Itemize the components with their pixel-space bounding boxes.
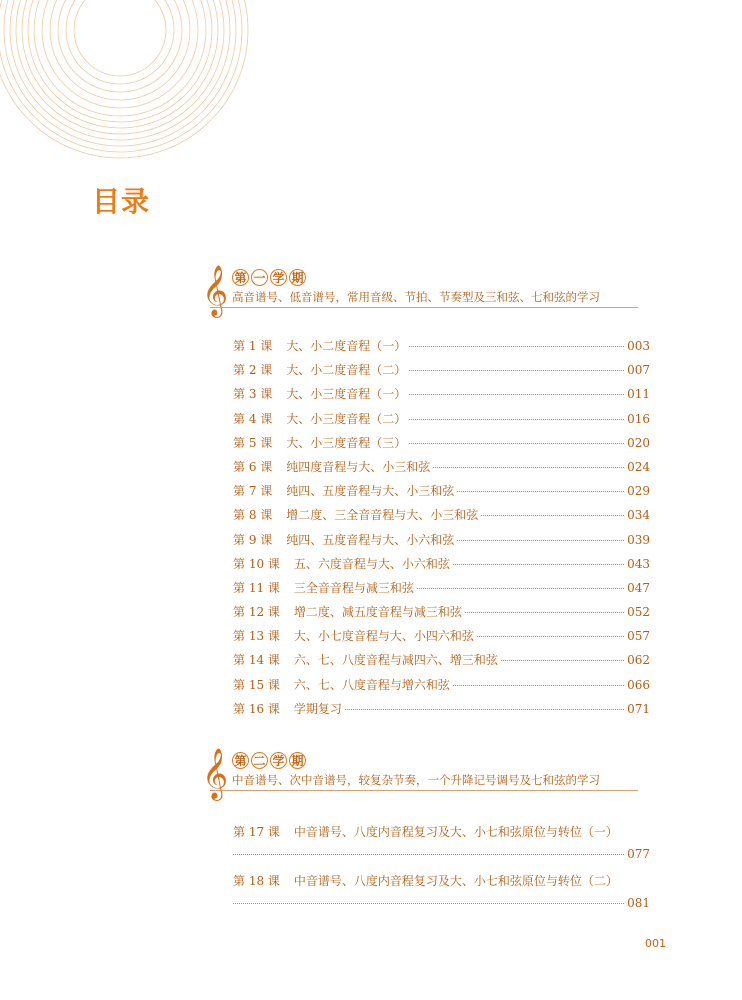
dot-leader	[409, 443, 624, 444]
toc-entry[interactable]	[233, 603, 650, 627]
page-ref: 011	[627, 387, 650, 402]
lesson-title: 五、六度音程与大、小六和弦	[293, 556, 450, 571]
toc-entry[interactable]	[233, 700, 650, 724]
page-ref: 081	[627, 896, 650, 910]
decorative-circles	[0, 0, 260, 170]
page-ref: 077	[627, 847, 650, 861]
lesson-number: 第 5 课	[233, 435, 273, 450]
lesson-number: 第 4 课	[233, 411, 273, 426]
toc-entry[interactable]	[233, 410, 650, 434]
toc-entry[interactable]	[233, 337, 650, 361]
page-ref: 016	[627, 411, 650, 426]
lesson-number: 第 6 课	[233, 459, 273, 474]
toc-entry[interactable]	[233, 872, 650, 921]
lesson-title: 纯四度音程与大、小三和弦	[286, 459, 431, 474]
page-ref: 020	[627, 435, 650, 450]
dot-leader	[233, 903, 624, 904]
toc-entry[interactable]	[233, 458, 650, 482]
lesson-number: 第 1 课	[233, 339, 273, 353]
page-ref: 024	[627, 459, 650, 474]
lesson-title: 六、七、八度音程与增六和弦	[293, 677, 450, 692]
lesson-number: 第 10 课	[233, 556, 280, 571]
lesson-title: 大、小三度音程（三）	[286, 435, 407, 450]
lesson-number: 第 8 课	[233, 508, 273, 523]
treble-clef-icon: 𝄞	[202, 748, 229, 799]
treble-clef-icon: 𝄞	[202, 265, 229, 316]
dot-leader	[433, 467, 624, 468]
lesson-title: 大、小二度音程（一）	[286, 339, 407, 353]
toc-entry[interactable]	[233, 676, 650, 700]
divider	[210, 307, 638, 308]
lesson-number: 第 17 课	[233, 825, 280, 839]
page-ref: 029	[627, 484, 650, 499]
dot-leader	[417, 588, 624, 589]
dot-leader	[409, 370, 624, 371]
lesson-title: 大、小三度音程（一）	[286, 387, 407, 402]
lesson-title: 大、小二度音程（二）	[286, 363, 407, 378]
lesson-number: 第 12 课	[233, 605, 280, 620]
dot-leader	[481, 515, 624, 516]
page-title: 目录	[92, 185, 151, 218]
toc-entry[interactable]	[233, 434, 650, 458]
dot-leader	[409, 394, 624, 395]
toc-entry[interactable]	[233, 555, 650, 579]
dot-leader	[409, 346, 624, 347]
semester-1-lesson-list	[233, 337, 650, 724]
dot-leader	[233, 854, 624, 855]
dot-leader	[465, 612, 624, 613]
page-ref: 071	[627, 701, 650, 716]
lesson-title: 三全音音程与减三和弦	[293, 580, 414, 595]
toc-entry[interactable]	[233, 361, 650, 385]
page-ref: 062	[627, 653, 650, 668]
page-ref: 052	[627, 605, 650, 620]
lesson-number: 第 13 课	[233, 629, 280, 644]
toc-entry[interactable]	[233, 506, 650, 530]
toc-entry[interactable]	[233, 531, 650, 555]
semester-1-subtitle: 高音谱号、低音谱号，常用音级、节拍、节奏型及三和弦、七和弦的学习	[232, 290, 600, 304]
page-ref: 007	[627, 363, 650, 378]
lesson-number: 第 2 课	[233, 363, 273, 378]
page-ref: 003	[627, 339, 650, 353]
lesson-title: 纯四、五度音程与大、小六和弦	[286, 532, 455, 547]
lesson-number: 第 15 课	[233, 677, 280, 692]
semester-1-title: 第 一 学 期	[232, 267, 308, 287]
toc-entry[interactable]	[233, 482, 650, 506]
lesson-title: 增二度、减五度音程与减三和弦	[293, 605, 462, 620]
lesson-number: 第 11 课	[233, 580, 280, 595]
lesson-number: 第 16 课	[233, 701, 280, 716]
page-ref: 043	[627, 556, 650, 571]
lesson-number: 第 3 课	[233, 387, 273, 402]
lesson-title: 中音谱号、八度内音程复习及大、小七和弦原位与转位（一）	[293, 825, 618, 839]
page-ref: 057	[627, 629, 650, 644]
dot-leader	[477, 636, 624, 637]
dot-leader	[457, 491, 624, 492]
lesson-number: 第 9 课	[233, 532, 273, 547]
dot-leader	[457, 540, 624, 541]
toc-entry[interactable]	[233, 627, 650, 651]
semester-2-lesson-list	[233, 823, 650, 921]
dot-leader	[501, 660, 624, 661]
lesson-number: 第 18 课	[233, 874, 280, 888]
page-ref: 039	[627, 532, 650, 547]
toc-entry[interactable]	[233, 651, 650, 675]
dot-leader	[345, 709, 624, 710]
lesson-number: 第 7 课	[233, 484, 273, 499]
page-ref: 047	[627, 580, 650, 595]
page-ref: 066	[627, 677, 650, 692]
semester-1-header	[202, 267, 638, 315]
toc-entry[interactable]	[233, 385, 650, 409]
lesson-title: 增二度、三全音音程与大、小三和弦	[286, 508, 479, 523]
lesson-title: 大、小七度音程与大、小四六和弦	[293, 629, 474, 644]
toc-entry[interactable]	[233, 579, 650, 603]
lesson-number: 第 14 课	[233, 653, 280, 668]
lesson-title: 纯四、五度音程与大、小三和弦	[286, 484, 455, 499]
lesson-title: 大、小三度音程（二）	[286, 411, 407, 426]
page-ref: 034	[627, 508, 650, 523]
dot-leader	[409, 419, 624, 420]
dot-leader	[453, 685, 624, 686]
divider	[210, 790, 638, 791]
lesson-title: 学期复习	[293, 701, 342, 716]
semester-2-title: 第 二 学 期	[232, 750, 308, 770]
page-number: 001	[645, 937, 666, 950]
lesson-title: 中音谱号、八度内音程复习及大、小七和弦原位与转位（二）	[293, 874, 618, 888]
dot-leader	[453, 564, 624, 565]
semester-2-header	[202, 750, 638, 798]
lesson-title: 六、七、八度音程与减四六、增三和弦	[293, 653, 498, 668]
toc-entry[interactable]	[233, 823, 650, 872]
semester-2-subtitle: 中音谱号、次中音谱号，较复杂节奏，一个升降记号调号及七和弦的学习	[232, 773, 600, 787]
